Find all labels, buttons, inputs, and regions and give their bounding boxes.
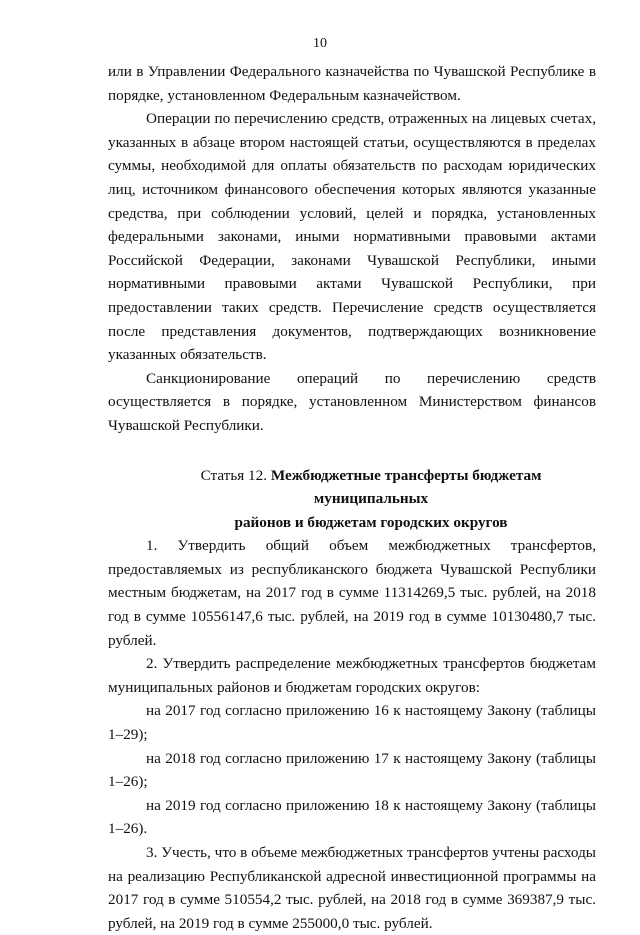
article-label: Статья 12. — [200, 466, 268, 484]
page-number: 10 — [313, 36, 327, 51]
paragraph-operations: Операции по перечислению средств, отраженных на лицевых счетах, указанных в абзаце втором настоящей статьи, осуществляются в пределах суммы, необходимой для оплаты обязательств по расходам юридических лиц, источником финансового обеспечения которых являются указанные средства, при соблюдении условий, целей и порядка, установленных федеральными законами, иными нормативными правовыми актами Российской Федерации, законами Чувашской Республики, иными нормативными правовыми актами Чувашской Республики, при предоставлении таких средств. Перечисление средств осуществляется после представления документов, подтверждающих возникновение указанных обязательств. — [108, 110, 596, 364]
paragraph-item-3: 3. Учесть, что в объеме межбюджетных трансфертов учтены расходы на реализацию Республиканской адресной инвестиционной программы на 2017 год в сумме 510554,2 тыс. рублей, на 2018 год в сумме 369387,9 тыс. рублей, на 2019 год в сумме 255000,0 тыс. рублей. — [108, 844, 596, 932]
spacer — [108, 438, 596, 464]
paragraph-sanctioning: Санкционирование операций по перечислению средств осуществляется в порядке, установленном Министерством финансов Чувашской Республики. — [108, 369, 596, 434]
paragraph-year-2019: на 2019 год согласно приложению 18 к настоящему Закону (таблицы 1–26). — [108, 796, 596, 838]
paragraph-continuation: или в Управлении Федерального казначейства по Чувашской Республике в порядке, установленном Федеральным казначейством. — [108, 63, 596, 104]
paragraph-item-2: 2. Утвердить распределение межбюджетных трансфертов бюджетам муниципальных районов и бюджетам городских округов: — [108, 655, 596, 696]
paragraph-year-2017: на 2017 год согласно приложению 16 к настоящему Закону (таблицы 1–29); — [108, 702, 596, 744]
document-body — [108, 60, 596, 935]
paragraph-item-1: 1. Утвердить общий объем межбюджетных трансфертов, предоставляемых из республиканского бюджета Чувашской Республики местным бюджетам, на 2017 год в сумме 11314269,5 тыс. рублей, на 2018 год в сумме 10556147,6 тыс. рублей, на 2019 год в сумме 10130480,7 тыс. рублей. — [108, 537, 596, 649]
article-title-line1: Межбюджетные трансферты бюджетам муниципальных — [270, 466, 542, 508]
article-heading — [108, 464, 596, 535]
paragraph-year-2018: на 2018 год согласно приложению 17 к настоящему Закону (таблицы 1–26); — [108, 749, 596, 791]
article-title-line2: районов и бюджетам городских округов — [234, 513, 508, 531]
